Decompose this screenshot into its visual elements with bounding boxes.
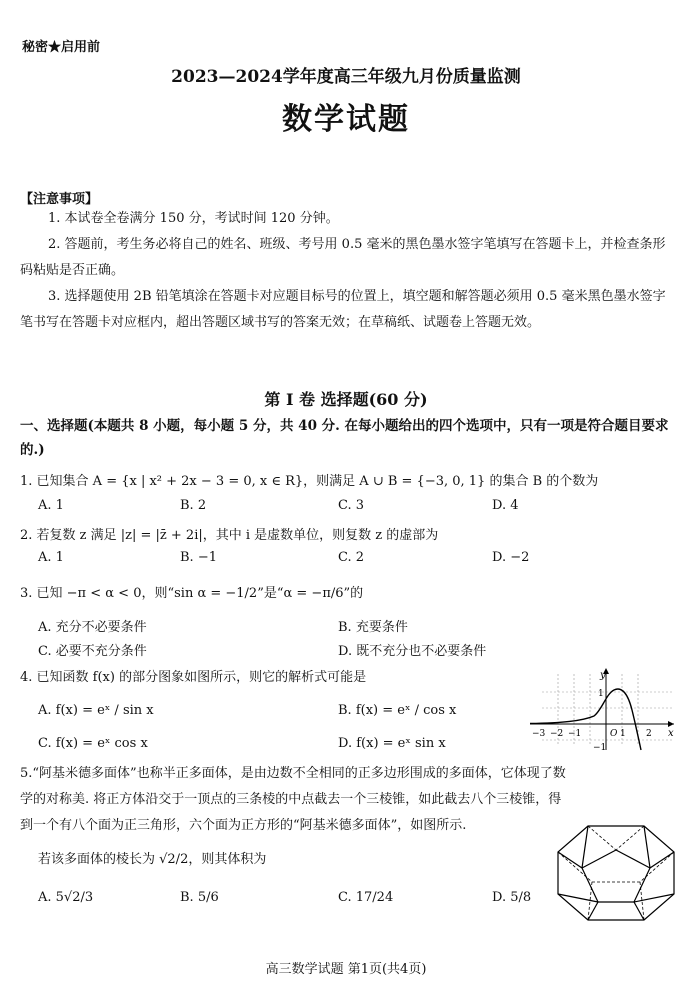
q5-option-a: A. 5√2/3 xyxy=(38,890,94,905)
question-1-stem: 1. 已知集合 A = {x | x² + 2x − 3 = 0, x ∈ R}，则满足 A ∪ B = {−3, 0, 1} 的集合 B 的个数为 xyxy=(20,474,599,489)
section-title: 一、选择题(本题共 8 小题，每小题 5 分，共 40 分. 在每小题给出的四个选项中，只有一项是符合题目要求的.) xyxy=(20,418,669,458)
exam-name: 2023—2024学年度高三年级九月份质量监测 xyxy=(171,67,521,87)
confidential-label: 秘密★启用前 xyxy=(22,40,101,55)
y-axis-label: y xyxy=(600,670,606,681)
q5-option-c: C. 17/24 xyxy=(338,890,394,905)
part-title: 第 Ⅰ 卷 选择题(60 分) xyxy=(264,390,428,409)
x-axis-arrow-icon xyxy=(668,721,674,727)
q1-option-d: D. 4 xyxy=(492,498,519,513)
question-3-stem: 3. 已知 −π < α < 0，则“sin α = −1/2”是“α = −π/6”的 xyxy=(20,586,364,601)
tick-label-x-neg3: −3 xyxy=(532,729,546,739)
notes-item-3: 3. 选择题使用 2B 铅笔填涂在答题卡对应题目标号的位置上，填空题和解答题必须用 0.5 毫米黑色墨水签字笔书写在答题卡对应框内，超出答题区域书写的答案无效；在草稿纸、试题卷上答题无效。 xyxy=(20,289,666,330)
x-axis-label: x xyxy=(668,728,674,739)
q4-option-a: A. f(x) = eˣ / sin x xyxy=(38,703,154,718)
q3-option-d: D. 既不充分也不必要条件 xyxy=(338,644,487,659)
q5-option-d: D. 5/8 xyxy=(492,890,532,905)
q4-option-c: C. f(x) = eˣ cos x xyxy=(38,736,148,751)
q1-option-c: C. 3 xyxy=(338,498,365,513)
q3-option-b: B. 充要条件 xyxy=(338,620,408,635)
q1-option-a: A. 1 xyxy=(38,498,64,513)
q2-option-b: B. −1 xyxy=(180,550,217,565)
tick-label-x-neg2: −2 xyxy=(550,729,564,739)
archimedean-polyhedron-figure xyxy=(552,822,680,924)
question-5-stem-line-1: 5.“阿基米德多面体”也称半正多面体，是由边数不全相同的正多边形围成的多面体，它体现了数 xyxy=(20,766,566,781)
tick-label-x-neg1: −1 xyxy=(568,729,582,739)
question-2-stem: 2. 若复数 z 满足 |z| = |z̄ + 2i|，其中 i 是虚数单位，则复数 z 的虚部为 xyxy=(20,528,439,543)
q2-option-c: C. 2 xyxy=(338,550,365,565)
q1-option-b: B. 2 xyxy=(180,498,207,513)
notes-heading: 【注意事项】 xyxy=(20,192,99,207)
function-graph xyxy=(522,664,682,756)
q4-option-d: D. f(x) = eˣ sin x xyxy=(338,736,446,751)
notes-item-2: 2. 答题前，考生务必将自己的姓名、班级、考号用 0.5 毫米的黑色墨水签字笔填写在答题卡上，并检查条形码粘贴是否正确。 xyxy=(20,237,666,278)
tick-label-x-1: 1 xyxy=(620,729,626,739)
question-5-stem-line-4: 若该多面体的棱长为 √2/2，则其体积为 xyxy=(38,852,267,867)
q2-option-d: D. −2 xyxy=(492,550,530,565)
tick-label-y-1: 1 xyxy=(598,689,604,699)
question-4-stem: 4. 已知函数 f(x) 的部分图象如图所示，则它的解析式可能是 xyxy=(20,670,367,685)
subject-title: 数学试题 xyxy=(282,102,410,137)
page-footer: 高三数学试题 第1页(共4页) xyxy=(265,962,427,977)
question-5-stem-line-2: 学的对称美. 将正方体沿交于一顶点的三条棱的中点截去一个三棱锥，如此截去八个三棱锥，得 xyxy=(20,792,562,807)
tick-label-y-neg1: −1 xyxy=(593,743,607,753)
q3-option-c: C. 必要不充分条件 xyxy=(38,644,147,659)
question-5-stem-line-3: 到一个有八个面为正三角形，六个面为正方形的“阿基米德多面体”，如图所示. xyxy=(20,818,467,833)
notes-item-1: 1. 本试卷全卷满分 150 分，考试时间 120 分钟。 xyxy=(48,211,339,226)
tick-label-x-2: 2 xyxy=(646,729,652,739)
q2-option-a: A. 1 xyxy=(38,550,64,565)
origin-label: O xyxy=(610,729,618,739)
q3-option-a: A. 充分不必要条件 xyxy=(38,620,147,635)
function-curve xyxy=(530,689,641,750)
q4-option-b: B. f(x) = eˣ / cos x xyxy=(338,703,457,718)
q5-option-b: B. 5/6 xyxy=(180,890,219,905)
